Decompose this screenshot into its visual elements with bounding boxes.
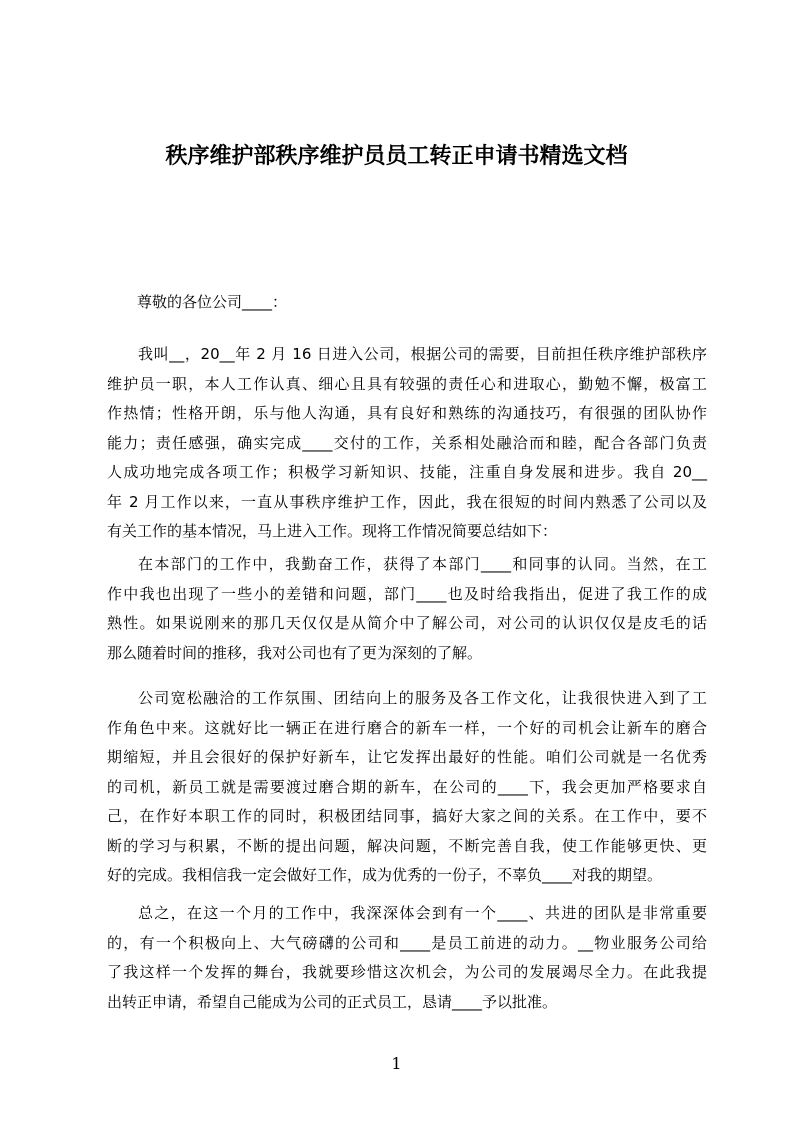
paragraph-line: 断的学习与积累，不断的提出问题，解决问题，不断完善自我，使工作能够更快、更 xyxy=(107,836,707,855)
paragraph-line: 维护员一职，本人工作认真、细心且具有较强的责任心和进取心，勤勉不懈，极富工 xyxy=(107,374,707,393)
paragraph-line: 作热情；性格开朗，乐与他人沟通，具有良好和熟练的沟通技巧，有很强的团队协作 xyxy=(107,404,707,422)
paragraph-line: 作中我也出现了一些小的差错和问题，部门____也及时给我指出，促进了我工作的成 xyxy=(107,584,707,603)
paragraph-line: 公司宽松融洽的工作氛围、团结向上的服务及各工作文化，让我很快进入到了工 xyxy=(138,689,707,707)
paragraph-line: 作角色中来。这就好比一辆正在进行磨合的新车一样，一个好的司机会让新车的磨合 xyxy=(107,718,707,737)
paragraph-1 xyxy=(107,340,707,547)
paragraph-line: 那么随着时间的推移，我对公司也有了更为深刻的了解。 xyxy=(107,643,483,662)
paragraph-2 xyxy=(107,550,707,668)
salutation: 尊敬的各位公司____： xyxy=(137,293,288,311)
paragraph-line: 总之，在这一个月的工作中，我深深体会到有一个____、共进的团队是非常重要 xyxy=(138,904,707,922)
page-number: 1 xyxy=(391,1054,402,1073)
paragraph-line: 己，在作好本职工作的同时，积极团结同事，搞好大家之间的关系。在工作中，要不 xyxy=(107,807,707,825)
paragraph-line: 能力；责任感强，确实完成____交付的工作，关系相处融洽而和睦，配合各部门负责 xyxy=(107,433,707,452)
document-title: 秩序维护部秩序维护员员工转正申请书精选文档 xyxy=(165,144,628,169)
paragraph-line: 的，有一个积极向上、大气磅礴的公司和____是员工前进的动力。__物业服务公司给 xyxy=(107,933,707,952)
paragraph-line: 人成功地完成各项工作；积极学习新知识、技能，注重自身发展和进步。我自 20__ xyxy=(107,463,707,481)
paragraph-line: 好的完成。我相信我一定会做好工作，成为优秀的一份子，不辜负____对我的期望。 xyxy=(107,866,663,884)
paragraph-line: 出转正申请，希望自己能成为公司的正式员工，恳请____予以批准。 xyxy=(107,992,558,1011)
paragraph-line: 有关工作的基本情况，马上进入工作。现将工作情况简要总结如下： xyxy=(107,522,558,540)
paragraph-line: 熟性。如果说刚来的那几天仅仅是从简介中了解公司，对公司的认识仅仅是皮毛的话 xyxy=(107,614,707,632)
paragraph-line: 年 2 月工作以来，一直从事秩序维护工作，因此，我在很短的时间内熟悉了公司以及 xyxy=(107,492,707,511)
paragraph-4 xyxy=(107,899,707,1017)
paragraph-3 xyxy=(107,684,707,891)
paragraph-line: 期缩短，并且会很好的保护好新车，让它发挥出最好的性能。咱们公司就是一名优秀 xyxy=(107,748,707,766)
paragraph-line: 的司机，新员工就是需要渡过磨合期的新车，在公司的____下，我会更加严格要求自 xyxy=(107,777,707,796)
paragraph-line: 了我这样一个发挥的舞台，我就要珍惜这次机会，为公司的发展竭尽全力。在此我提 xyxy=(107,963,707,981)
paragraph-line: 我叫__，20__年 2 月 16 日进入公司，根据公司的需要，目前担任秩序维护部秩序 xyxy=(138,345,707,363)
paragraph-line: 在本部门的工作中，我勤奋工作，获得了本部门____和同事的认同。当然，在工 xyxy=(138,555,707,573)
